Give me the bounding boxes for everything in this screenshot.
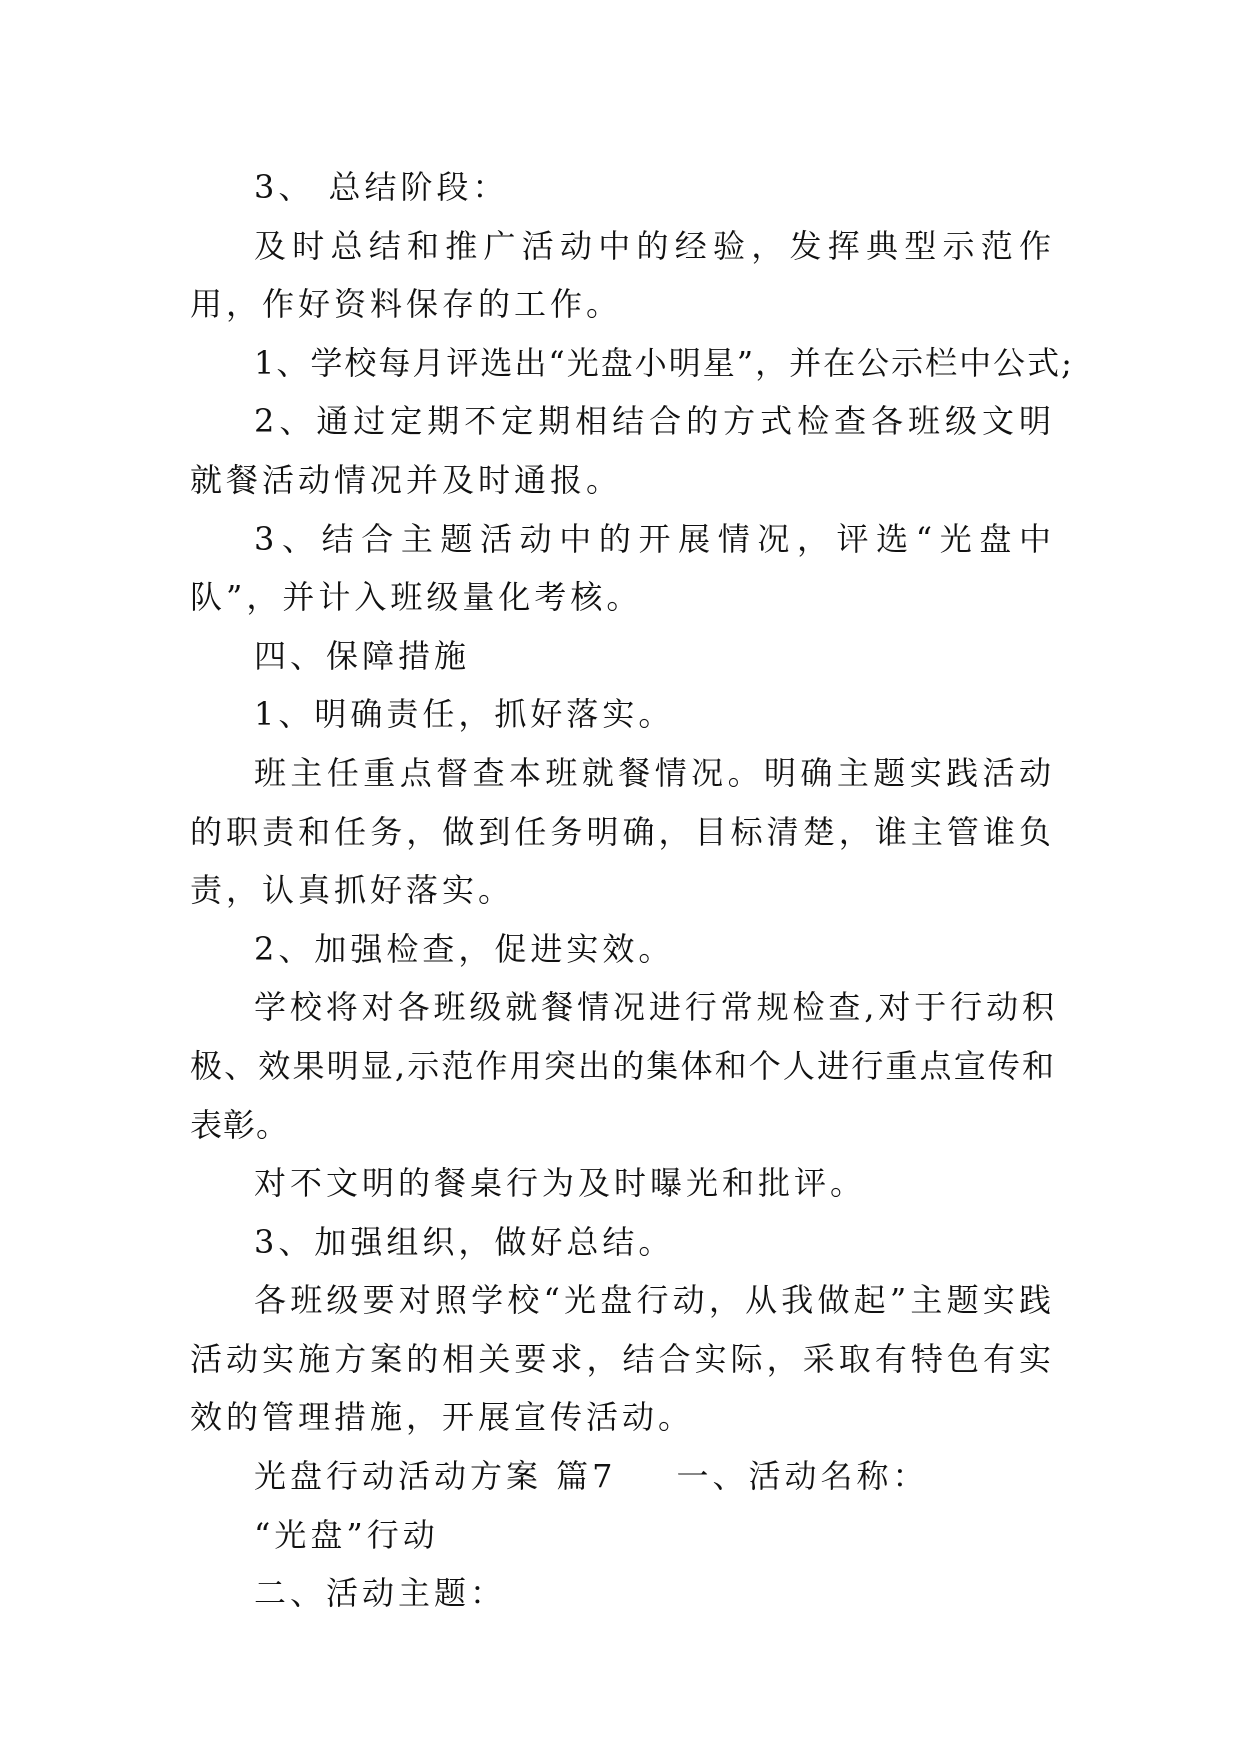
section-heading-activity-theme: 二、活动主题：: [254, 1574, 507, 1613]
subheading-inspection: 2、加强检查，促进实效。: [254, 929, 675, 968]
paragraph-activity-name: “光盘”行动: [254, 1515, 439, 1554]
paragraph-responsibility-text: 班主任重点督查本班就餐情况。明确主题实践活动的职责和任务，做到任务明确，目标清楚，谁主管谁负责，认真抓好落实。: [190, 753, 1055, 910]
section-heading-guarantee: 四、保障措施: [254, 636, 471, 675]
paragraph-plan-title-line: [190, 1447, 1055, 1506]
paragraph-item-2: 2、通过定期不定期相结合的方式检查各班级文明就餐活动情况并及时通报。: [190, 402, 1055, 499]
document-body: [190, 158, 1074, 1623]
paragraph-inspection-text: 学校将对各班级就餐情况进行常规检查,对于行动积极、效果明显,示范作用突出的集体和个人进行重点宣传和表彰。: [190, 988, 1055, 1144]
subheading-responsibility: 1、明确责任，抓好落实。: [254, 695, 675, 734]
paragraph-organization-text: 各班级要对照学校“光盘行动，从我做起”主题实践活动实施方案的相关要求，结合实际，采取有特色有实效的管理措施，开展宣传活动。: [190, 1281, 1055, 1437]
paragraph-summary-stage-heading: 3、 总结阶段：: [254, 168, 509, 206]
plan-title: 光盘行动活动方案 篇7: [254, 1457, 617, 1496]
paragraph-inspection-note: 对不文明的餐桌行为及时曝光和批评。: [254, 1164, 867, 1203]
paragraph-summary-stage-text: 及时总结和推广活动中的经验，发挥典型示范作用，作好资料保存的工作。: [190, 226, 1055, 324]
activity-name-heading: 一、活动名称：: [676, 1457, 929, 1496]
paragraph-item-3: 3、结合主题活动中的开展情况，评选“光盘中队”，并计入班级量化考核。: [190, 519, 1055, 617]
subheading-organization: 3、加强组织，做好总结。: [254, 1222, 675, 1261]
paragraph-item-1: 1、学校每月评选出“光盘小明星”，并在公示栏中公式;: [254, 343, 1074, 382]
